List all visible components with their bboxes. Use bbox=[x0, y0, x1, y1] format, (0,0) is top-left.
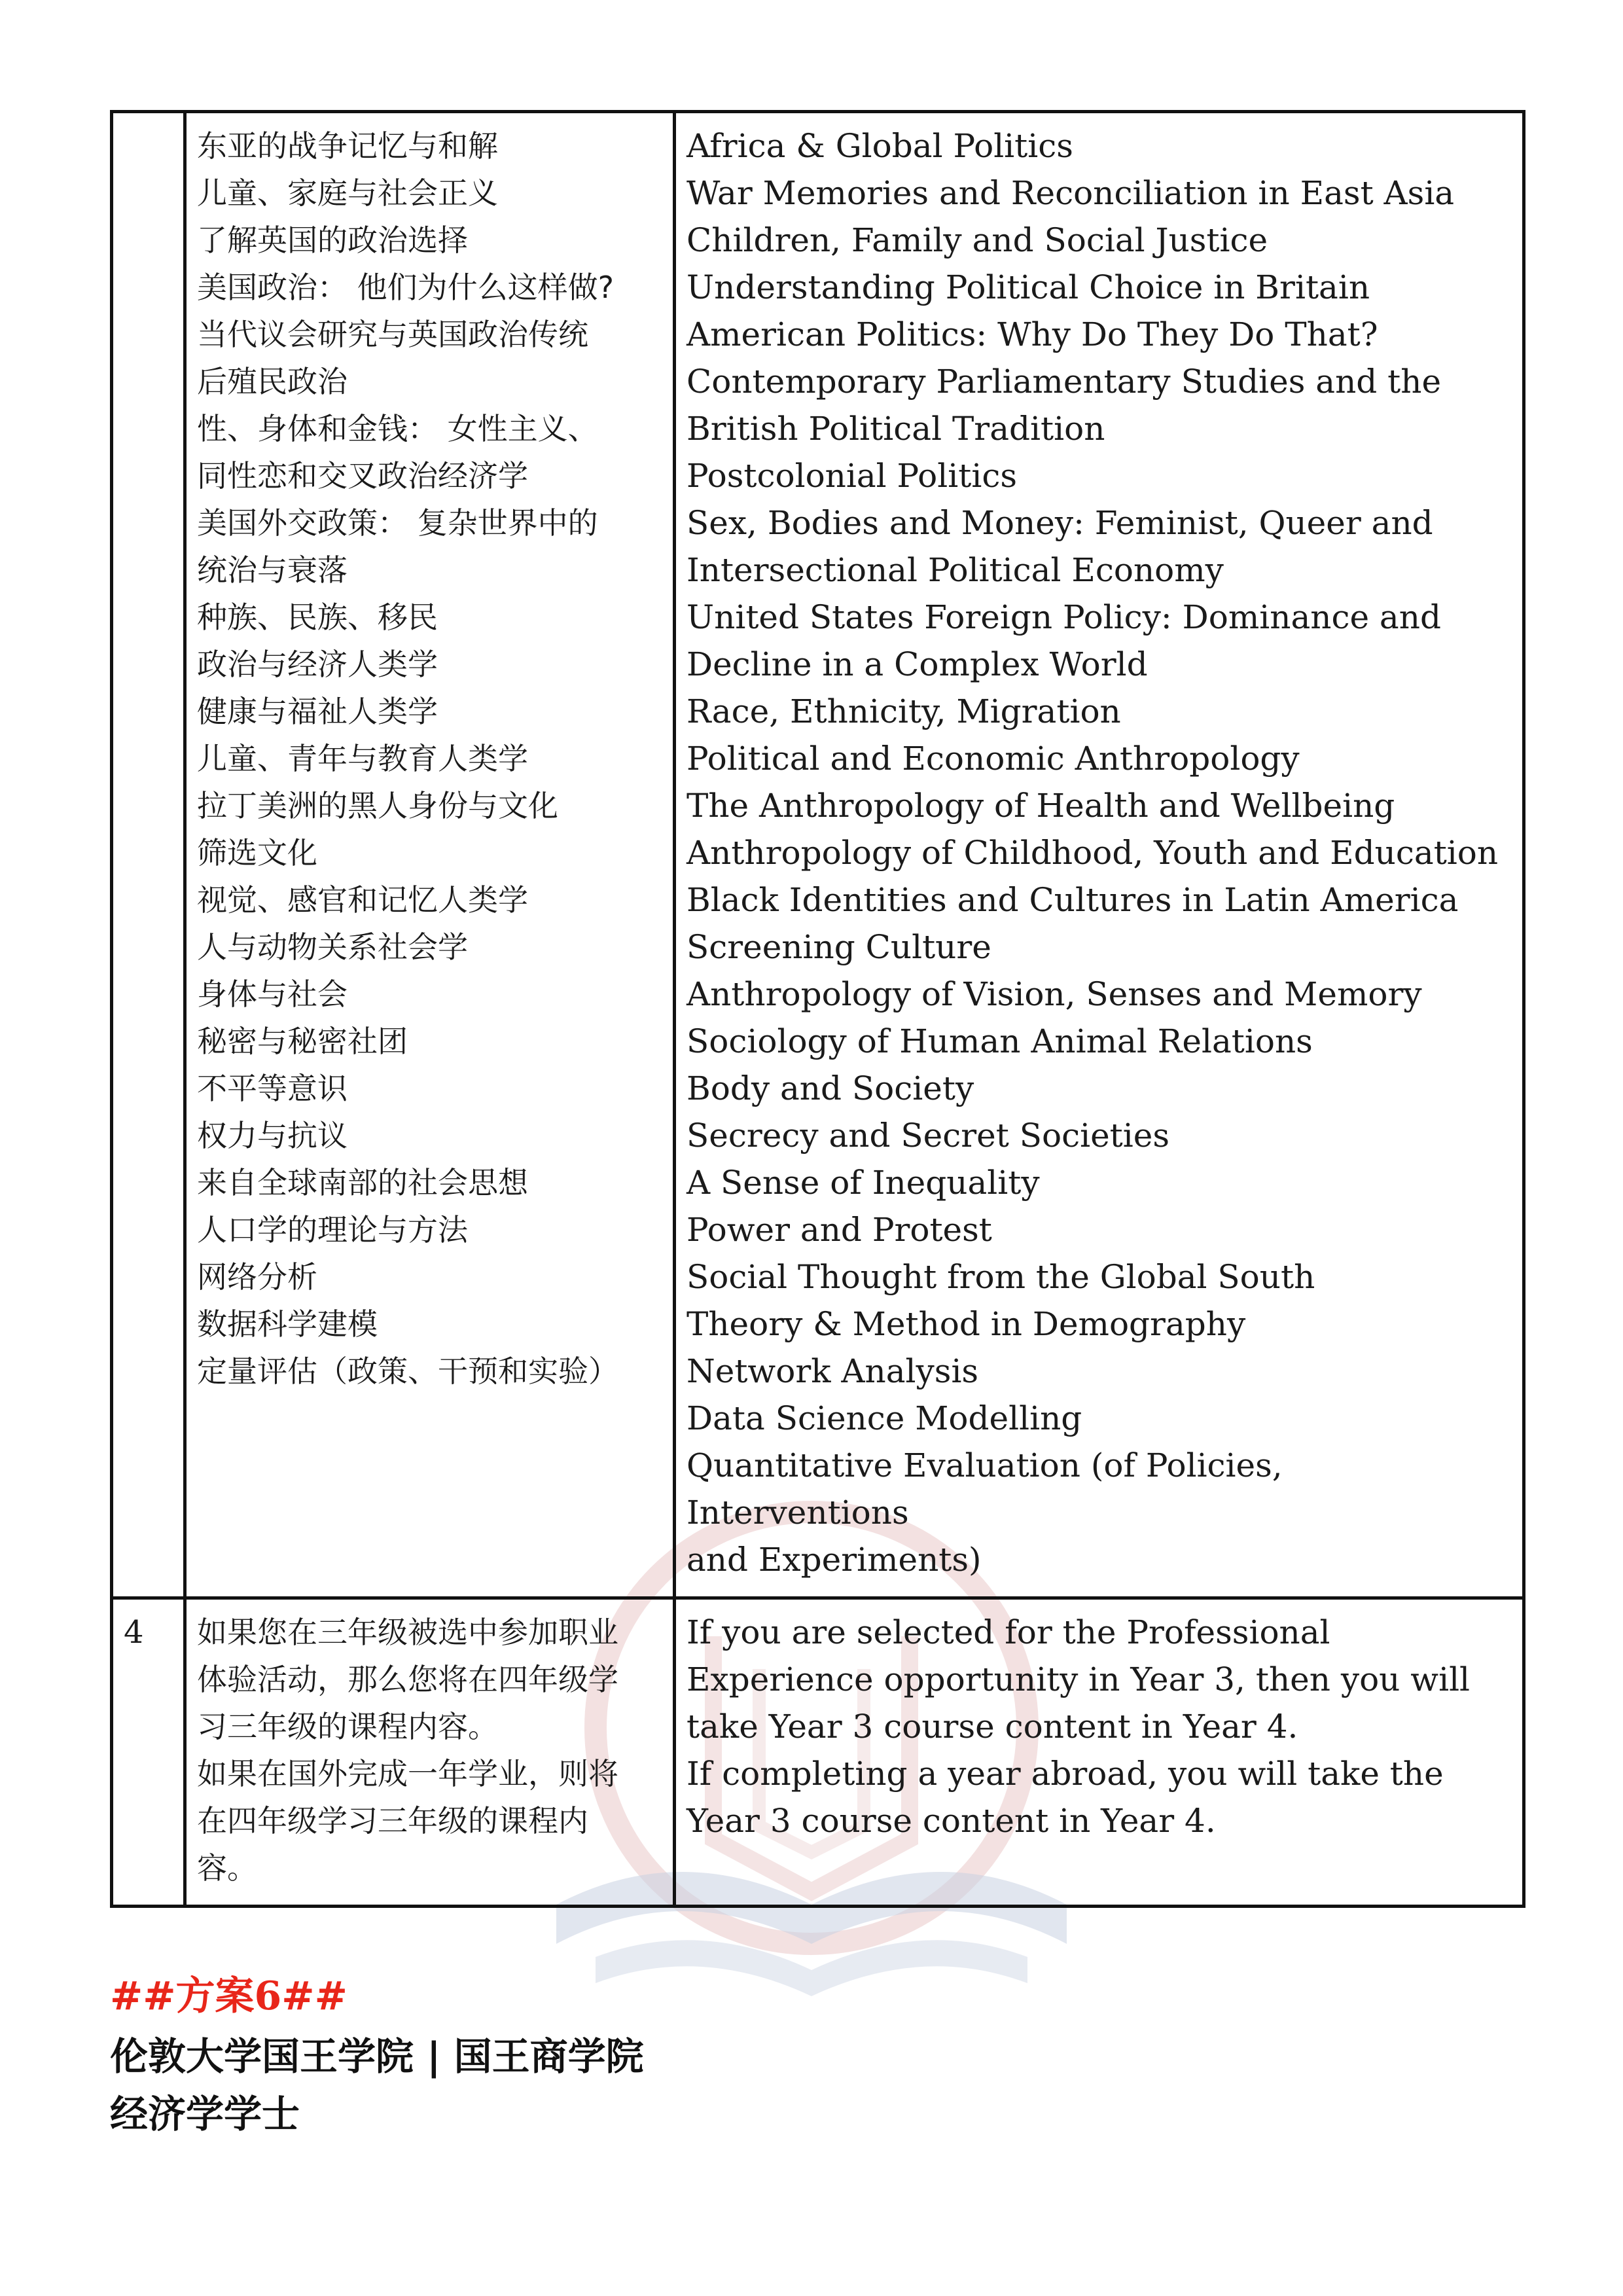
course-name-en: United States Foreign Policy: Dominance and bbox=[687, 598, 1441, 636]
course-name-zh: 后殖民政治 bbox=[197, 364, 348, 399]
chinese-note-cell bbox=[185, 1598, 675, 1907]
plan-title: ##方案6## bbox=[110, 1973, 348, 2019]
table-row bbox=[112, 1598, 1524, 1907]
course-name-zh: 儿童、家庭与社会正义 bbox=[197, 175, 498, 211]
course-name-zh: 了解英国的政治选择 bbox=[197, 223, 468, 258]
english-note-cell bbox=[675, 1598, 1524, 1907]
course-name-en: Race, Ethnicity, Migration bbox=[687, 692, 1121, 730]
year-number-cell bbox=[112, 1598, 185, 1907]
school-name: 伦敦大学国王学院 | 国王商学院 bbox=[110, 2034, 644, 2079]
course-name-en: Contemporary Parliamentary Studies and the bbox=[687, 363, 1442, 401]
course-name-zh: 拉丁美洲的黑人身份与文化 bbox=[197, 788, 558, 823]
course-name-en: Africa & Global Politics bbox=[687, 127, 1073, 165]
course-name-en: Children, Family and Social Justice bbox=[687, 221, 1268, 259]
course-name-en: Secrecy and Secret Societies bbox=[687, 1117, 1169, 1155]
course-name-zh: 当代议会研究与英国政治传统 bbox=[197, 317, 588, 352]
course-name-zh: 种族、民族、移民 bbox=[197, 600, 438, 635]
note-en: If completing a year abroad, you will take the Year 3 course content in Year 4. bbox=[687, 1755, 1444, 1840]
course-name-zh: 秘密与秘密社团 bbox=[197, 1024, 408, 1059]
year-number-cell bbox=[112, 112, 185, 1598]
course-name-en: Sex, Bodies and Money: Feminist, Queer and bbox=[687, 504, 1433, 542]
course-name-en: American Politics: Why Do They Do That? bbox=[687, 315, 1378, 353]
course-name-zh: 儿童、青年与教育人类学 bbox=[197, 741, 528, 776]
note-zh: 如果在国外完成一年学业，则将在四年级学习三年级的课程内容。 bbox=[197, 1756, 618, 1886]
course-name-zh: 身体与社会 bbox=[197, 977, 348, 1012]
course-name-zh: 美国政治： 他们为什么这样做? bbox=[197, 270, 615, 305]
note-en: If you are selected for the Professional Experience opportunity in Year 3, then you will take Year 3 course content in Year 4. bbox=[687, 1613, 1471, 1746]
course-name-en: Screening Culture bbox=[687, 928, 991, 966]
course-name-zh: 不平等意识 bbox=[197, 1071, 348, 1106]
course-name-zh: 性、身体和金钱： 女性主义、同性恋和交叉政治经济学 bbox=[197, 411, 598, 493]
course-name-en: Understanding Political Choice in Britain bbox=[687, 268, 1370, 306]
course-name-en: Network Analysis bbox=[687, 1352, 979, 1390]
course-name-zh: 筛选文化 bbox=[197, 835, 317, 870]
course-name-zh: 健康与福祉人类学 bbox=[197, 694, 438, 729]
course-name-en: Intersectional Political Economy bbox=[687, 551, 1224, 589]
chinese-course-list-cell bbox=[185, 112, 675, 1598]
course-name-zh: 政治与经济人类学 bbox=[197, 647, 438, 682]
course-name-en: Data Science Modelling bbox=[687, 1399, 1082, 1437]
course-name-en: War Memories and Reconciliation in East Asia bbox=[687, 174, 1455, 212]
course-name-zh: 人口学的理论与方法 bbox=[197, 1212, 468, 1247]
course-name-zh: 数据科学建模 bbox=[197, 1306, 378, 1342]
table-row bbox=[112, 112, 1524, 1598]
course-name-en: Quantitative Evaluation (of Policies, Interventions bbox=[687, 1446, 1283, 1532]
course-name-en: Social Thought from the Global South bbox=[687, 1258, 1315, 1296]
note-zh: 如果您在三年级被选中参加职业体验活动，那么您将在四年级学习三年级的课程内容。 bbox=[197, 1615, 618, 1744]
course-name-en: Postcolonial Politics bbox=[687, 457, 1018, 495]
course-name-zh: 网络分析 bbox=[197, 1259, 317, 1295]
course-name-en: A Sense of Inequality bbox=[687, 1164, 1040, 1202]
degree-name: 经济学学士 bbox=[110, 2092, 300, 2136]
course-name-en: Anthropology of Vision, Senses and Memory bbox=[687, 975, 1422, 1013]
course-name-en: Anthropology of Childhood, Youth and Education bbox=[687, 834, 1499, 872]
course-name-en: British Political Tradition bbox=[687, 410, 1105, 448]
course-name-zh: 权力与抗议 bbox=[197, 1118, 348, 1153]
course-name-en: Sociology of Human Animal Relations bbox=[687, 1022, 1313, 1060]
course-name-en: Power and Protest bbox=[687, 1211, 992, 1249]
course-name-en: Body and Society bbox=[687, 1069, 974, 1107]
course-table bbox=[110, 110, 1525, 1908]
year-number: 4 bbox=[124, 1614, 144, 1651]
course-name-en: Political and Economic Anthropology bbox=[687, 740, 1300, 778]
course-name-zh: 来自全球南部的社会思想 bbox=[197, 1165, 528, 1200]
course-name-en: and Experiments) bbox=[687, 1541, 982, 1579]
course-name-zh: 人与动物关系社会学 bbox=[197, 929, 468, 965]
course-name-zh: 定量评估（政策、干预和实验） bbox=[197, 1354, 618, 1389]
course-name-zh: 美国外交政策： 复杂世界中的统治与衰落 bbox=[197, 505, 598, 588]
course-name-en: Black Identities and Cultures in Latin America bbox=[687, 881, 1459, 919]
english-course-list-cell bbox=[675, 112, 1524, 1598]
course-name-en: Theory & Method in Demography bbox=[687, 1305, 1246, 1343]
course-name-zh: 视觉、感官和记忆人类学 bbox=[197, 882, 528, 918]
course-name-en: The Anthropology of Health and Wellbeing bbox=[687, 787, 1395, 825]
course-name-zh: 东亚的战争记忆与和解 bbox=[197, 128, 498, 164]
course-name-en: Decline in a Complex World bbox=[687, 645, 1148, 683]
